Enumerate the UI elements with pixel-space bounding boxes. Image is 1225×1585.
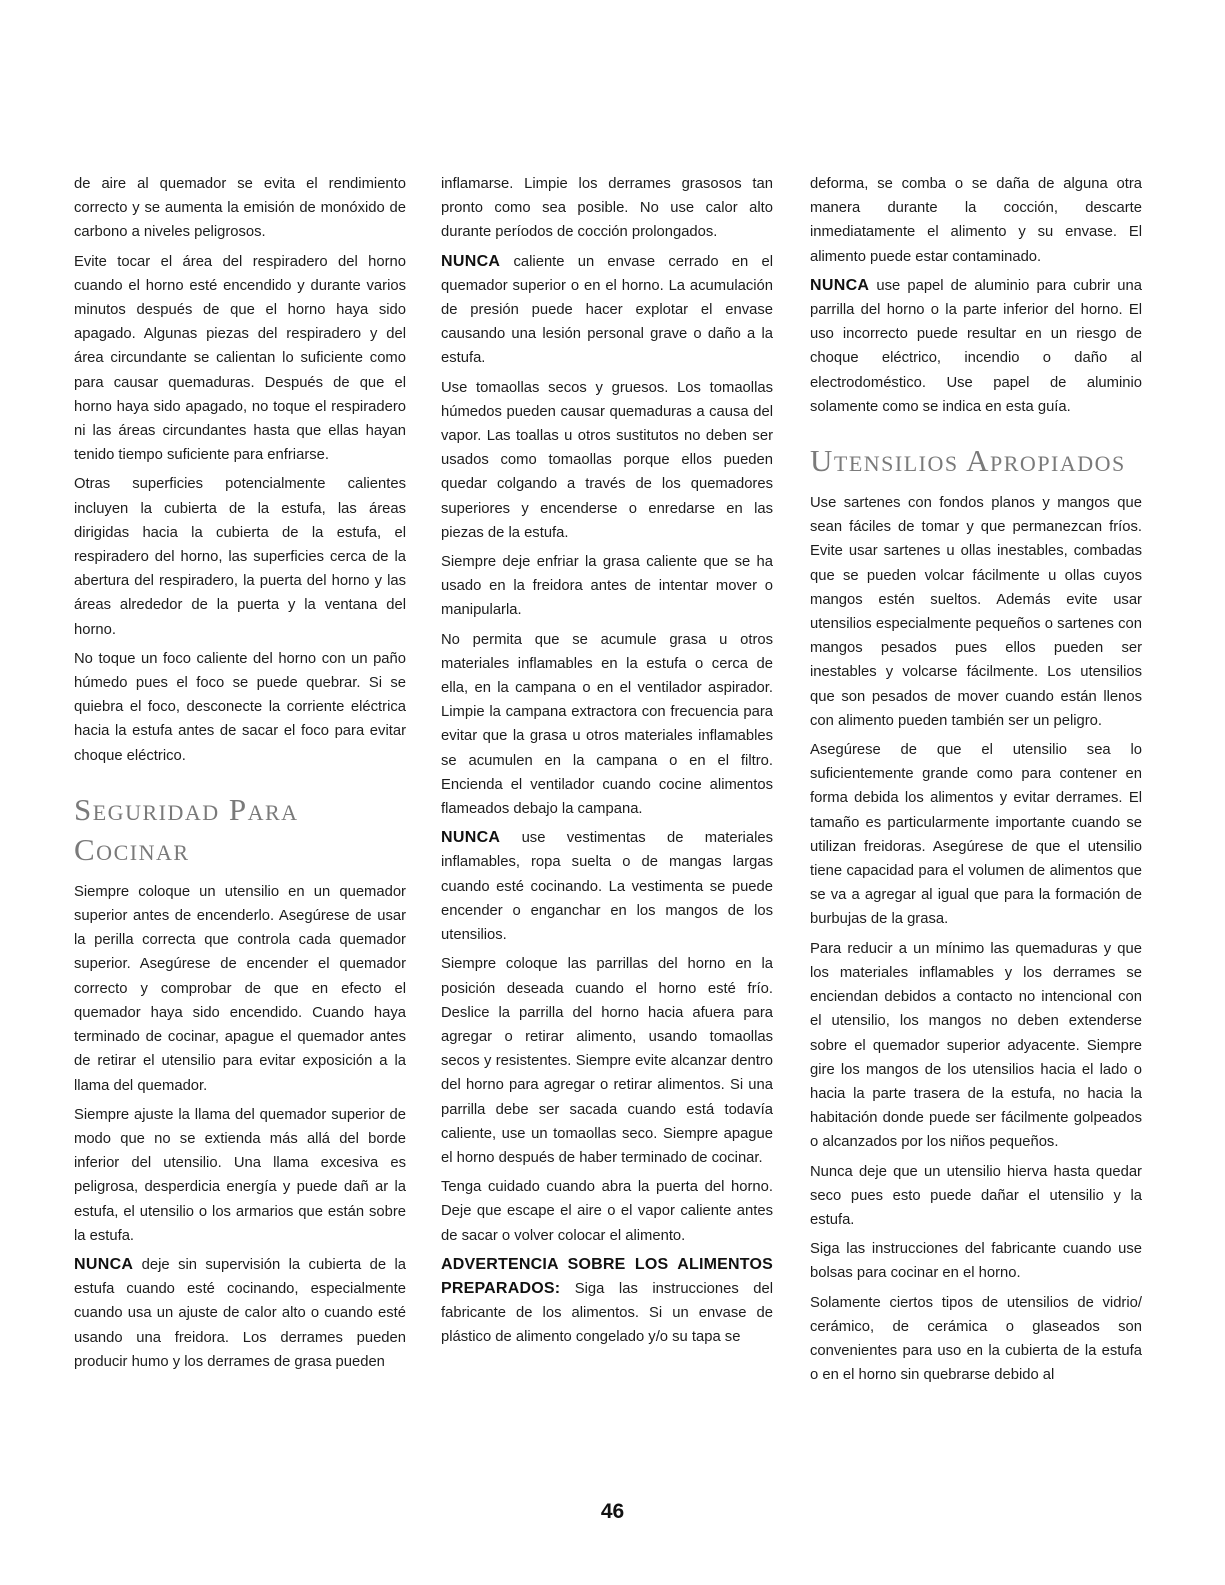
paragraph: Evite tocar el área del respiradero del horno cuando el horno esté encendido y durante varios minutos después de que el horno haya sido apagado. Algunas piezas del respiradero y del área circundante se calientan lo suficiente como para causar quemaduras. Después de que el horno haya sido apagado, no toque el respiradero ni las áreas circundantes hasta que ellas hayan tenido tiempo suficiente para enfriarse. xyxy=(74,253,406,464)
paragraph: Tenga cuidado cuando abra la puerta del horno. Deje que escape el aire o el vapor caliente antes de sacar o volver colocar el alimento. xyxy=(441,1179,773,1244)
paragraph: Siempre coloque las parrillas del horno en la posición deseada cuando el horno esté frío. Deslice la parrilla del horno hacia afuera para agregar o retirar alimento, usando tomaollas secos y resistentes. Siempre evite alcanzar dentro del horno para agregar o retirar alimentos. Si una parrilla debe ser sacada cuando está todavía caliente, use un tomaollas seco. Siempre apague el horno después de haber terminado de cocinar. xyxy=(441,956,773,1166)
paragraph: Para reducir a un mínimo las quemaduras y que los materiales inflamables y los derrames se enciendan debidos a contacto no intencional con el utensilio, los mangos no deben extenderse sobre el quemador superior adyacente. Siempre gire los mangos de los utensilios hacia el lado o hacia la parte trasera de la estufa, no hacia la habitación donde puede ser fácilmente golpeados o alcanzados por los niños pequeños. xyxy=(810,940,1142,1151)
paragraph: Nunca deje que un utensilio hierva hasta quedar seco pues esto puede dañar el utensilio y la estufa. xyxy=(810,1163,1142,1228)
page-number: 46 xyxy=(600,1500,625,1523)
paragraph: Siempre ajuste la llama del quemador superior de modo que no se extienda más allá del borde inferior del utensilio. Una llama excesiva es peligrosa, desperdicia energía y puede dañ ar la estufa, el utensilio o los armarios que están sobre la estufa. xyxy=(74,1106,406,1244)
paragraph-text: caliente un envase cerrado en el quemador superior o en el horno. La acumulación de presión puede hacer explotar el envase causando una lesión personal grave o daño a la estufa. xyxy=(441,253,773,367)
paragraph-warning xyxy=(441,250,773,371)
heading-line: Cocinar xyxy=(74,831,190,867)
column-right xyxy=(810,172,1142,1392)
paragraph: Use sartenes con fondos planos y mangos que sean fáciles de tomar y que permanezcan fríos. Evite usar sartenes u ollas inestables, combadas que se pueden volcar fácilmente u ollas cuyos mangos estén sueltos. Además evite usar utensilios especialmente pequeños o sartenes con mangos pesados pues ellos pueden ser inestables y volcarse fácilmente. Los utensilios que son pesados de mover cuando están llenos con alimento pueden también ser un peligro. xyxy=(810,495,1142,729)
keyword-nunca: NUNCA xyxy=(441,829,501,847)
section-heading-seguridad xyxy=(74,790,406,870)
paragraph: No toque un foco caliente del horno con un paño húmedo pues el foco se puede quebrar. Si se quiebra el foco, desconecte la corriente eléctrica hacia la estufa antes de sacar el foco para evitar choque eléctrico. xyxy=(74,650,406,764)
keyword-advertencia: ADVERTENCIA SOBRE LOS ALIMENTOS PREPARADOS: xyxy=(441,1255,773,1297)
paragraph: No permita que se acumule grasa u otros materiales inflamables en la estufa o cerca de ella, en la campana o en el ventilador aspirador. Limpie la campana extractora con frecuencia para evitar que la grasa u otros materiales inflamables se acumulen en la campana o en el filtro. Encienda el ventilador cuando cocine alimentos flameados debajo la campana. xyxy=(441,631,773,818)
paragraph: de aire al quemador se evita el rendimiento correcto y se aumenta la emisión de monóxido de carbono a niveles peligrosos. xyxy=(74,176,406,241)
keyword-nunca: NUNCA xyxy=(74,1255,134,1273)
paragraph-text: use vestimentas de materiales inflamables, ropa suelta o de mangas largas cuando esté cocinando. La vestimenta se puede encender o enganchar en los mangos de los utensilios. xyxy=(441,830,773,944)
column-middle xyxy=(441,172,773,1355)
paragraph: Solamente ciertos tipos de utensilios de vidrio/ cerámico, de cerámica o glaseados son convenientes para uso en la cubierta de la estufa o en el horno sin quebrarse debido al xyxy=(810,1294,1142,1384)
heading-line: Seguridad Para xyxy=(74,791,299,827)
column-left xyxy=(74,172,406,1379)
paragraph: Siempre deje enfriar la grasa caliente que se ha usado en la freidora antes de intentar mover o manipularla. xyxy=(441,554,773,619)
paragraph-text: deje sin supervisión la cubierta de la estufa cuando esté cocinando, especialmente cuando usa un ajuste de calor alto o cuando esté usando una freidora. Los derrames pueden producir humo y los derrames de grasa pueden xyxy=(74,1256,406,1370)
paragraph-text: Siga las instrucciones del fabricante de los alimentos. Si un envase de plástico de alimento congelado y/o su tapa se xyxy=(441,1280,773,1346)
paragraph: Siga las instrucciones del fabricante cuando use bolsas para cocinar en el horno. xyxy=(810,1241,1142,1282)
paragraph-text: use papel de aluminio para cubrir una parrilla del horno o la parte inferior del horno. El uso incorrecto puede resultar en un riesgo de choque eléctrico, incendio o daño al electrodoméstico. Use papel de aluminio solamente como se indica en esta guía. xyxy=(810,277,1142,415)
keyword-nunca: NUNCA xyxy=(810,276,870,294)
paragraph: deforma, se comba o se daña de alguna otra manera durante la cocción, descarte inmediatamente el alimento y su envase. El alimento puede estar contaminado. xyxy=(810,176,1142,265)
paragraph-warning xyxy=(441,1253,773,1350)
paragraph-warning xyxy=(810,274,1142,419)
paragraph: Siempre coloque un utensilio en un quemador superior antes de encenderlo. Asegúrese de usar la perilla correcta que controla cada quemador superior. Asegúrese de encender el quemador correcto y comprobar de que en efecto el quemador haya sido encendido. Cuando haya terminado de cocinar, apague el quemador antes de retirar el utensilio para evitar exposición a la llama del quemador. xyxy=(74,883,406,1094)
keyword-nunca: NUNCA xyxy=(441,252,501,270)
paragraph: inflamarse. Limpie los derrames grasosos tan pronto como sea posible. No use calor alto durante períodos de cocción prolongados. xyxy=(441,176,773,241)
paragraph-warning xyxy=(74,1253,406,1374)
paragraph: Use tomaollas secos y gruesos. Los tomaollas húmedos pueden causar quemaduras a causa del vapor. Las toallas u otros sustitutos no deben ser usados como tomaollas porque ellos pueden quedar colgando a través de los quemadores superiores y encenderse o enredarse en las piezas de la estufa. xyxy=(441,379,773,541)
section-heading-utensilios: Utensilios Apropiados xyxy=(810,443,1126,479)
paragraph: Otras superficies potencialmente calientes incluyen la cubierta de la estufa, las áreas dirigidas hacia la cubierta de la estufa, el respiradero del horno, las superficies cerca de la abertura del respiradero, la puerta del horno y las áreas alrededor de la puerta y la ventana del horno. xyxy=(74,476,406,638)
paragraph: Asegúrese de que el utensilio sea lo suficientemente grande como para contener en forma debida los alimentos y evitar derrames. El tamaño es particularmente importante cuando se utilizan freidoras. Asegúrese de que el utensilio tiene capacidad para el volumen de alimentos que se va a agregar al igual que para la formación de burbujas de la grasa. xyxy=(810,742,1142,928)
paragraph-warning xyxy=(441,826,773,947)
